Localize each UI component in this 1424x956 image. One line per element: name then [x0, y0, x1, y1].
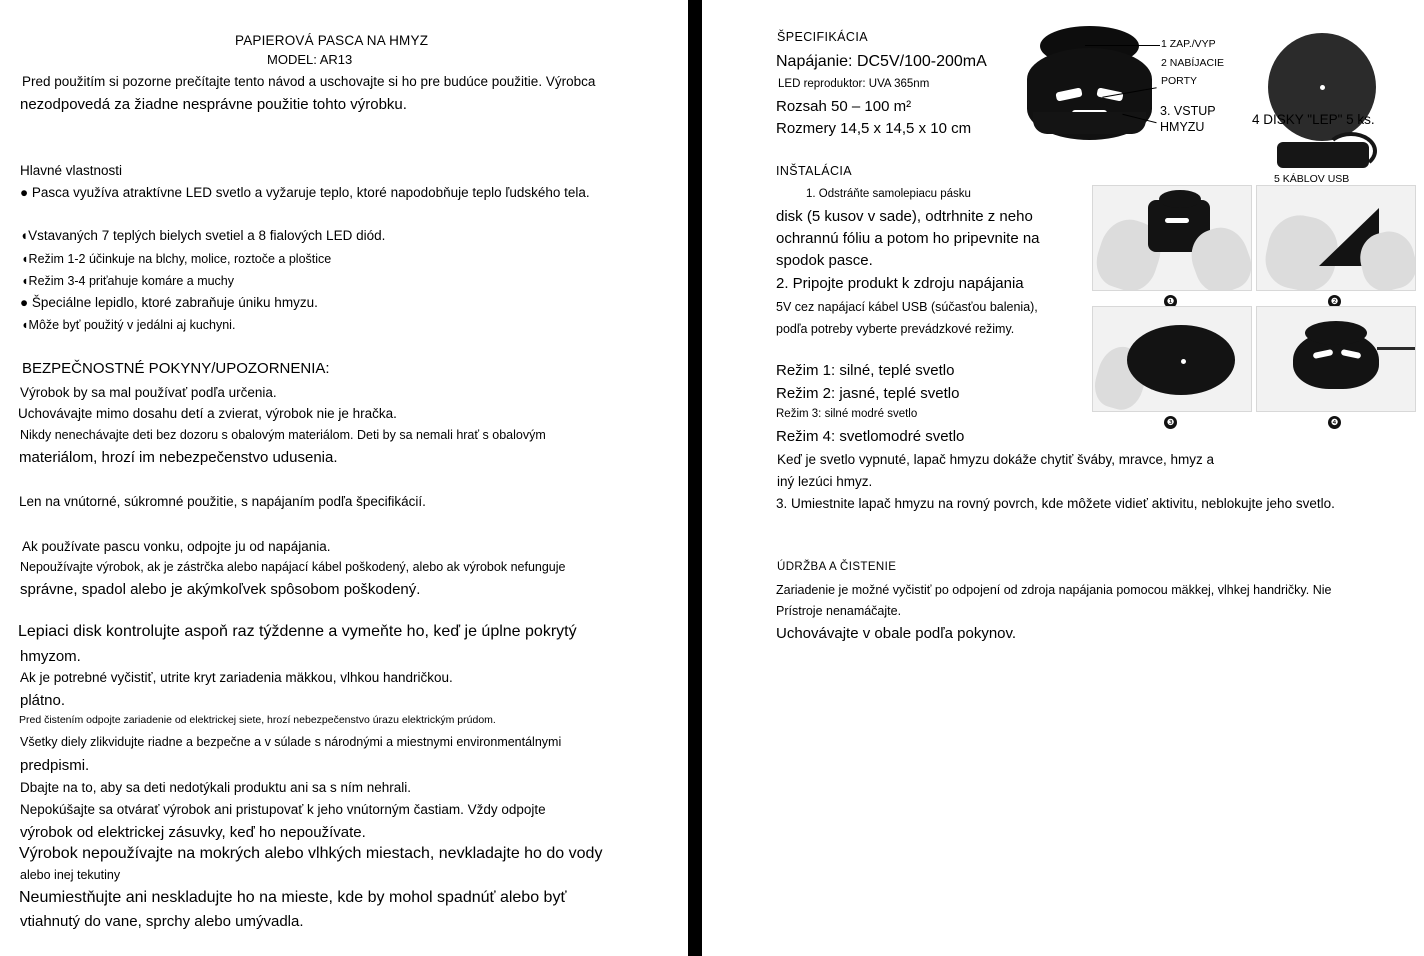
disk-label: 4 DISKY "LEP" 5 ks. [1252, 112, 1375, 127]
safety-line: Uchovávajte mimo dosahu detí a zvierat, výrobok nie je hračka. [18, 406, 397, 421]
safety-line: Nepokúšajte sa otvárať výrobok ani pristupovať k jeho vnútorným častiam. Vždy odpojte [20, 802, 546, 817]
right-page-column [702, 0, 1424, 956]
photo-number-4: ❹ [1328, 416, 1341, 429]
install-photo-2 [1256, 185, 1416, 291]
spec-line: Rozmery 14,5 x 14,5 x 10 cm [776, 120, 972, 137]
safety-line: Všetky diely zlikvidujte riadne a bezpečne a v súlade s národnými a miestnymi environmentálnymi [20, 735, 562, 749]
install-photo-3 [1092, 306, 1252, 412]
safety-line: Pred čistením odpojte zariadenie od elektrickej siete, hrozí nebezpečenstvo úrazu elektrickým prúdom. [19, 714, 496, 726]
install-photo-1 [1092, 185, 1252, 291]
safety-line: alebo inej tekutiny [20, 868, 121, 882]
safety-line: hmyzom. [20, 648, 81, 665]
safety-line: Lepiaci disk kontrolujte aspoň raz týždenne a vymeňte ho, keď je úplne pokrytý [18, 623, 577, 640]
maintenance-line: Zariadenie je možné vyčistiť po odpojení od zdroja napájania pomocou mäkkej, vlhkej handričky. Nie [776, 583, 1332, 597]
safety-line: Ak je potrebné vyčistiť, utrite kryt zariadenia mäkkou, vlhkou handričkou. [20, 670, 453, 685]
spec-line: LED reproduktor: UVA 365nm [778, 78, 930, 90]
maintenance-line: Prístroje nenamáčajte. [776, 604, 902, 618]
maintenance-line: Uchovávajte v obale podľa pokynov. [776, 625, 1017, 642]
install-line: 1. Odstráňte samolepiacu pásku [806, 188, 971, 200]
install-line: spodok pasce. [776, 252, 873, 269]
safety-line: Ak používate pascu vonku, odpojte ju od napájania. [22, 539, 331, 554]
callout-label: 3. VSTUP [1160, 104, 1216, 118]
mode-line: Režim 3: silné modré svetlo [776, 408, 918, 420]
page-title: PAPIEROVÁ PASCA NA HMYZ [235, 33, 429, 48]
mode-note: Keď je svetlo vypnuté, lapač hmyzu dokáže chytiť šváby, mravce, hmyz a [777, 452, 1215, 467]
product-illustration [1027, 38, 1157, 148]
spec-line: Napájanie: DC5V/100-200mA [776, 53, 987, 70]
specification-heading: ŠPECIFIKÁCIA [777, 30, 868, 44]
left-page-column [0, 0, 688, 956]
callout-label: 1 ZAP./VYP [1161, 38, 1216, 50]
feature-item: ◖Môže byť použitý v jedálni aj kuchyni. [21, 318, 236, 332]
maintenance-heading: ÚDRŽBA A ČISTENIE [777, 561, 897, 573]
safety-line: Len na vnútorné, súkromné použitie, s napájaním podľa špecifikácií. [19, 494, 426, 509]
callout-label: 2 NABÍJACIE [1161, 57, 1225, 69]
usb-label: 5 KÁBLOV USB [1274, 173, 1350, 185]
feature-item: ● Pasca využíva atraktívne LED svetlo a vyžaruje teplo, ktoré napodobňuje teplo ľudského tela. [20, 185, 590, 200]
safety-line: Neumiestňujte ani neskladujte ho na mieste, kde by mohol spadnúť alebo byť [19, 889, 567, 906]
safety-line: materiálom, hrozí im nebezpečenstvo udusenia. [19, 449, 338, 466]
model-number: MODEL: AR13 [267, 52, 353, 67]
mode-line: Režim 2: jasné, teplé svetlo [776, 385, 960, 402]
safety-line: Výrobok nepoužívajte na mokrých alebo vlhkých miestach, nevkladajte ho do vody [19, 845, 603, 862]
safety-line: predpismi. [20, 757, 90, 774]
intro-line-1: Pred použitím si pozorne prečítajte tento návod a uschovajte si ho pre budúce použitie. Výrobca [22, 74, 596, 89]
photo-number-3: ❸ [1164, 416, 1177, 429]
mode-note: iný lezúci hmyz. [777, 474, 873, 489]
feature-item: ◖Režim 3-4 priťahuje komáre a muchy [21, 274, 235, 288]
install-line: 5V cez napájací kábel USB (súčasťou balenia), [776, 300, 1038, 314]
intro-line-2: nezodpovedá za žiadne nesprávne použitie tohto výrobku. [20, 96, 407, 113]
safety-heading: BEZPEČNOSTNÉ POKYNY/UPOZORNENIA: [22, 360, 330, 377]
safety-line: plátno. [20, 692, 66, 709]
safety-line: vtiahnutý do vane, sprchy alebo umývadla. [20, 913, 304, 930]
install-line: disk (5 kusov v sade), odtrhnite z neho [776, 208, 1033, 225]
callout-label: HMYZU [1160, 120, 1205, 134]
safety-line: správne, spadol alebo je akýmkoľvek spôsobom poškodený. [20, 581, 421, 598]
features-heading: Hlavné vlastnosti [20, 163, 123, 178]
install-line: ochrannú fóliu a potom ho pripevnite na [776, 230, 1040, 247]
spec-line: Rozsah 50 – 100 m² [776, 98, 912, 115]
usb-cable-illustration [1277, 134, 1377, 174]
safety-line: Nepoužívajte výrobok, ak je zástrčka alebo napájací kábel poškodený, alebo ak výrobok nefunguje [20, 560, 566, 574]
install-line: 2. Pripojte produkt k zdroju napájania [776, 275, 1024, 292]
safety-line: Dbajte na to, aby sa deti nedotýkali produktu ani sa s ním nehrali. [20, 780, 411, 795]
installation-heading: INŠTALÁCIA [776, 164, 853, 178]
feature-item: ◖Vstavaných 7 teplých bielych svetiel a 8 fialových LED diód. [20, 228, 386, 243]
safety-line: Výrobok by sa mal používať podľa určenia. [20, 385, 277, 400]
mode-line: Režim 4: svetlomodré svetlo [776, 428, 965, 445]
callout-line-1 [1085, 45, 1160, 46]
photo-number-2: ❷ [1328, 295, 1341, 308]
mode-note: 3. Umiestnite lapač hmyzu na rovný povrch, kde môžete vidieť aktivitu, neblokujte jeho svetlo. [776, 496, 1335, 511]
page-divider [688, 0, 702, 956]
safety-line: výrobok od elektrickej zásuvky, keď ho nepoužívate. [20, 824, 366, 841]
callout-label: PORTY [1161, 75, 1197, 87]
mode-line: Režim 1: silné, teplé svetlo [776, 362, 955, 379]
feature-item: ● Špeciálne lepidlo, ktoré zabraňuje úniku hmyzu. [20, 295, 318, 310]
install-photo-4 [1256, 306, 1416, 412]
install-line: podľa potreby vyberte prevádzkové režimy. [776, 322, 1015, 336]
feature-item: ◖Režim 1-2 účinkuje na blchy, molice, roztoče a ploštice [21, 252, 332, 266]
safety-line: Nikdy nenechávajte deti bez dozoru s obalovým materiálom. Deti by sa nemali hrať s obalovým [20, 428, 546, 442]
photo-number-1: ❶ [1164, 295, 1177, 308]
